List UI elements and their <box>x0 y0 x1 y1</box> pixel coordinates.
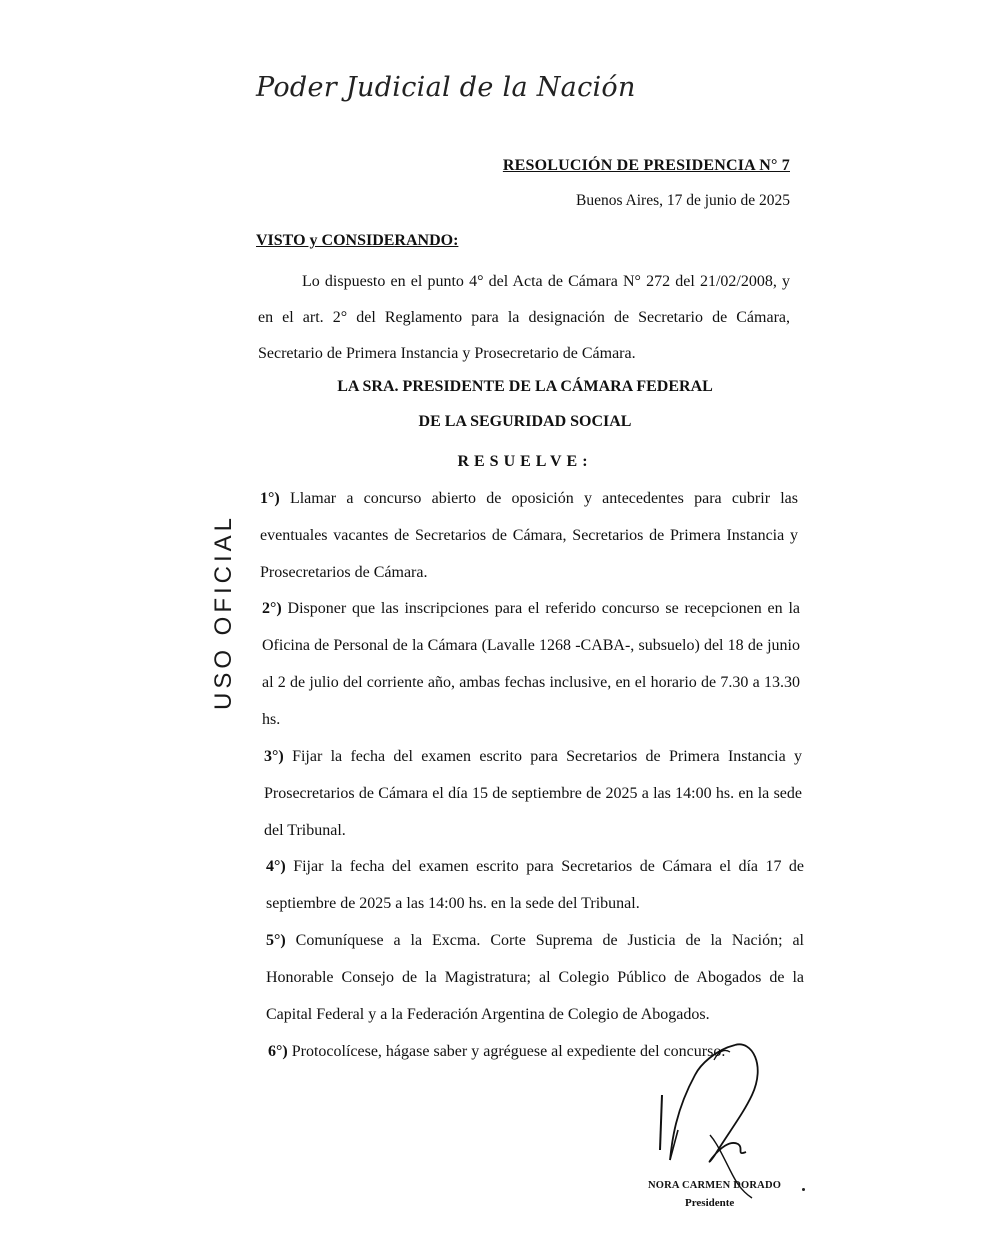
visto-heading: VISTO y CONSIDERANDO: <box>256 232 459 249</box>
item-number: 4°) <box>266 858 286 875</box>
resolution-title: RESOLUCIÓN DE PRESIDENCIA N° 7 <box>502 157 790 174</box>
signer-name: NORA CARMEN DORADO <box>648 1180 782 1191</box>
item-number: 1°) <box>260 490 280 507</box>
item-text: Disponer que las inscripciones para el referido concurso se recepcionen en la Oficina de Personal de la Cámara (Lavalle 1268 -CABA-, subsuelo) del 18 de junio al 2 de julio del corriente año, ambas fechas inclusive, en el horario de 7.30 a 13.30 hs. <box>262 600 801 728</box>
resolution-item <box>266 922 804 1033</box>
institution-header: Poder Judicial de la Nación <box>256 72 636 103</box>
resolution-item <box>264 738 802 849</box>
item-number: 2°) <box>262 600 282 617</box>
item-text: Fijar la fecha del examen escrito para Secretarios de Cámara el día 17 de septiembre de 2025 a las 14:00 hs. en la sede del Tribunal. <box>266 858 805 912</box>
signer-role: Presidente <box>685 1197 735 1209</box>
visto-body: Lo dispuesto en el punto 4° del Acta de Cámara N° 272 del 21/02/2008, y en el art. 2° del Reglamento para la designación de Secretario de Cámara, Secretario de Primera Instancia y Prosecretario de Cámara. <box>258 273 790 362</box>
item-number: 5°) <box>266 932 286 949</box>
authority-line-2: DE LA SEGURIDAD SOCIAL <box>418 413 632 430</box>
official-use-watermark: USO OFICIAL <box>210 513 237 711</box>
item-number: 6°) <box>268 1043 288 1060</box>
resuelve-heading: RESUELVE: <box>457 453 593 470</box>
item-number: 3°) <box>264 748 284 765</box>
item-text: Comuníquese a la Excma. Corte Suprema de Justicia de la Nación; al Honorable Consejo de la Magistratura; al Colegio Público de Abogados de la Capital Federal y a la Federación Argentina de Colegio de Abogados. <box>266 932 805 1023</box>
item-text: Protocolícese, hágase saber y agréguese al expediente del concurso. <box>291 1043 726 1060</box>
resolution-item <box>266 848 804 922</box>
item-text: Llamar a concurso abierto de oposición y antecedentes para cubrir las eventuales vacantes de Secretarios de Cámara, Secretarios de Primera Instancia y Prosecretarios de Cámara. <box>260 490 798 581</box>
resolution-item <box>262 590 800 738</box>
resolution-date: Buenos Aires, 17 de junio de 2025 <box>576 192 790 209</box>
resolution-item <box>260 480 798 591</box>
item-text: Fijar la fecha del examen escrito para Secretarios de Primera Instancia y Prosecretarios de Cámara el día 15 de septiembre de 2025 a las 14:00 hs. en la sede del Tribunal. <box>264 748 803 839</box>
ink-dot <box>802 1188 805 1191</box>
authority-line-1: LA SRA. PRESIDENTE DE LA CÁMARA FEDERAL <box>337 378 713 395</box>
